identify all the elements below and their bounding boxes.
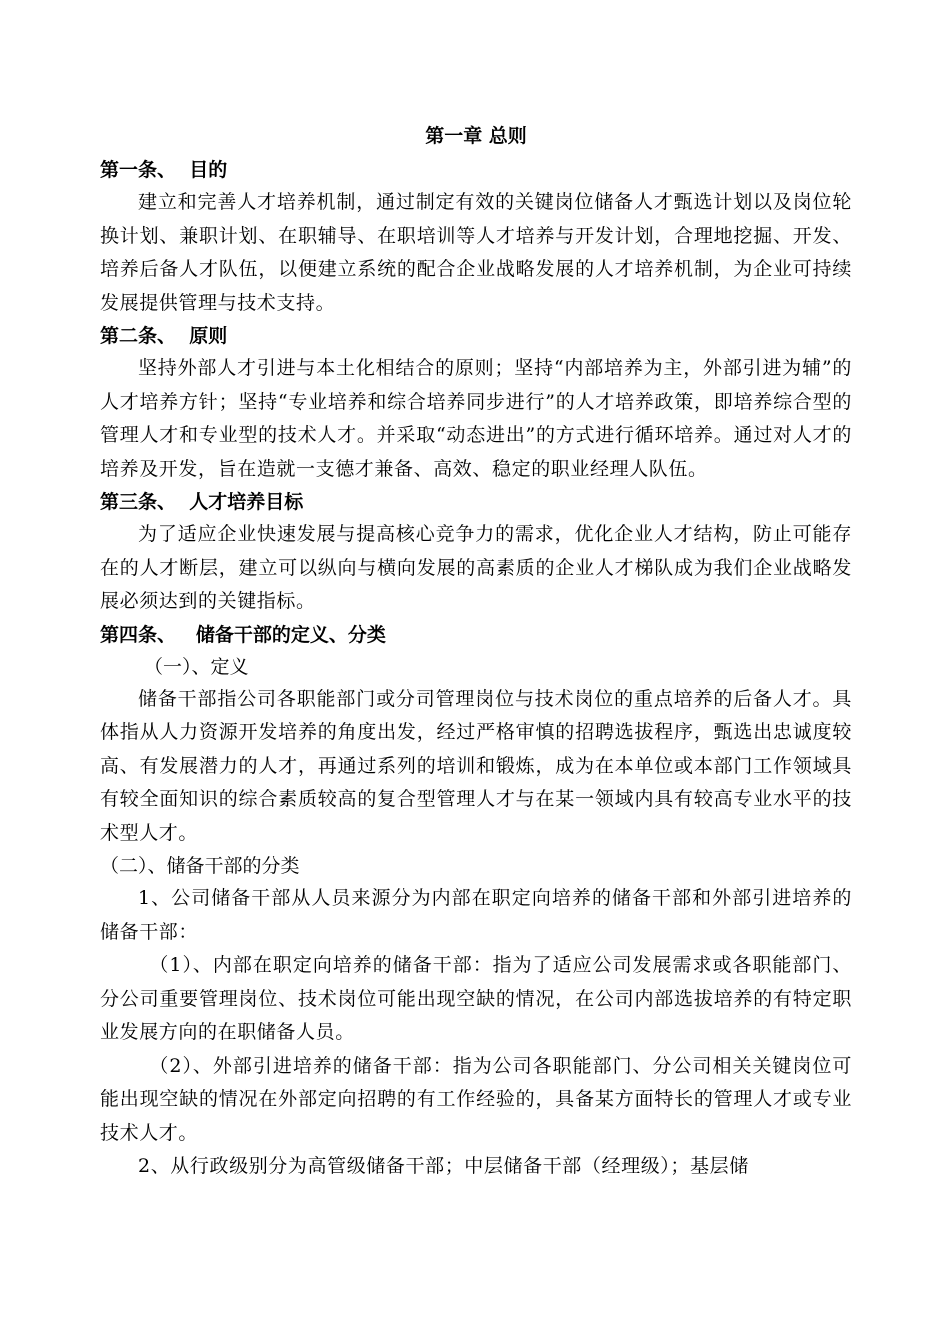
article-1-heading: 第一条、 目的 (100, 159, 228, 181)
chapter-title: 第一章 总则 (425, 125, 527, 147)
article-2-heading: 第二条、 原则 (100, 325, 228, 347)
article-3-heading: 第三条、 人才培养目标 (100, 491, 304, 513)
article-3-paragraph: 为了适应企业快速发展与提高核心竞争力的需求，优化企业人才结构，防止可能存在的人才断层，建立可以纵向与横向发展的高素质的企业人才梯队成为我们企业战略发展必须达到的关键指标。 (100, 523, 852, 612)
classification-subheading: （二）、储备干部的分类 (100, 855, 300, 877)
article-4-heading: 第四条、 储备干部的定义、分类 (100, 623, 386, 646)
classification-item-1-2: （2）、外部引进培养的储备干部：指为公司各职能部门、分公司相关关键岗位可能出现空缺的情况在外部定向招聘的有工作经验的，具备某方面特长的管理人才或专业技术人才。 (100, 1054, 852, 1144)
article-2-paragraph: 坚持外部人才引进与本土化相结合的原则；坚持“内部培养为主，外部引进为辅”的人才培养方针；坚持“专业培养和综合培养同步进行”的人才培养政策，即培养综合型的管理人才和专业型的技术人才。并采取“动态进出”的方式进行循环培养。通过对人才的培养及开发，旨在造就一支德才兼备、高效、稳定的职业经理人队伍。 (100, 357, 852, 480)
definition-subheading: （一）、定义 (144, 655, 249, 678)
classification-item-2: 2、从行政级别分为高管级储备干部；中层储备干部（经理级）；基层储 (138, 1155, 749, 1177)
document-page (100, 118, 852, 1184)
classification-item-1: 1、公司储备干部从人员来源分为内部在职定向培养的储备干部和外部引进培养的储备干部： (100, 887, 852, 943)
article-1-paragraph: 建立和完善人才培养机制，通过制定有效的关键岗位储备人才甄选计划以及岗位轮换计划、兼职计划、在职辅导、在职培训等人才培养与开发计划，合理地挖掘、开发、培养后备人才队伍，以便建立系统的配合企业战略发展的人才培养机制，为企业可持续发展提供管理与技术支持。 (100, 191, 852, 314)
classification-item-1-1: （1）、内部在职定向培养的储备干部：指为了适应公司发展需求或各职能部门、分公司重要管理岗位、技术岗位可能出现空缺的情况，在公司内部选拔培养的有特定职业发展方向的在职储备人员。 (100, 954, 852, 1043)
definition-paragraph: 储备干部指公司各职能部门或分司管理岗位与技术岗位的重点培养的后备人才。具体指从人力资源开发培养的角度出发，经过严格审慎的招聘选拔程序，甄选出忠诚度较高、有发展潜力的人才，再通过系列的培训和锻炼，成为在本单位或本部门工作领域具有较全面知识的综合素质较高的复合型管理人才与在某一领域内具有较高专业水平的技术型人才。 (100, 687, 852, 844)
